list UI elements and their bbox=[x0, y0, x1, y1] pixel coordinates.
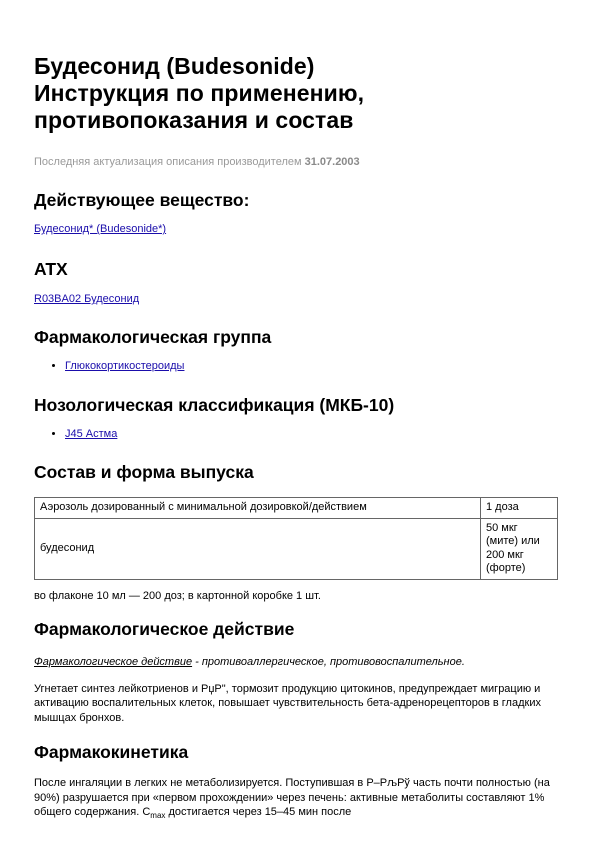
table-cell: Аэрозоль дозированный с минимальной дозировкой/действием bbox=[35, 498, 481, 519]
active-substance-section bbox=[34, 190, 558, 235]
pharm-action-heading: Фармакологическое действие bbox=[34, 618, 295, 639]
packaging-text: во флаконе 10 мл — 200 доз; в картонной коробке 1 шт. bbox=[34, 589, 321, 602]
last-updated-date: 31.07.2003 bbox=[304, 156, 360, 168]
table-row bbox=[35, 518, 558, 579]
last-updated-label: Последняя актуализация описания производителем bbox=[34, 156, 302, 168]
kinetics-section bbox=[34, 742, 558, 824]
pharm-group-section bbox=[34, 327, 558, 372]
pharm-group-list bbox=[34, 360, 558, 372]
kinetics-paragraph: После ингаляции в легких не метаболизируется. Поступившая в Р–РљРў часть почти полностью (на 90%) разрушается при «первом прохождении» через печень: активные метаболиты составляют 1% общего содержания. $C_{max}$ достигается через 15–45 мин после bbox=[34, 777, 550, 821]
nosology-link[interactable]: J45 Астма bbox=[65, 428, 118, 440]
kinetics-heading: Фармакокинетика bbox=[34, 742, 189, 762]
pharm-action-text: - противоаллергическое, противовоспалительное. bbox=[192, 655, 465, 668]
pharm-action-link[interactable]: Фармакологическое действие bbox=[34, 655, 193, 668]
table-cell: будесонид bbox=[35, 518, 481, 579]
pharm-action-section bbox=[34, 619, 558, 726]
atx-heading: ATX bbox=[34, 259, 68, 279]
table-cell: 50 мкг (мите) или 200 мкг (форте) bbox=[481, 518, 558, 579]
atx-section bbox=[34, 259, 558, 305]
list-item bbox=[65, 428, 558, 440]
list-item bbox=[65, 360, 558, 372]
nosology-section bbox=[34, 395, 558, 440]
pharm-action-paragraph: Угнетает синтез лейкотриенов и PџP", тормозит продукцию цитокинов, предупреждает миграцию и активацию воспалительных клеток, повышает чувствительность бета-адренорецепторов в гладких мышцах бронхов. bbox=[34, 682, 541, 724]
table-cell: 1 доза bbox=[481, 498, 558, 519]
active-substance-heading: Действующее вещество: bbox=[34, 190, 250, 210]
pharm-action-summary bbox=[34, 656, 558, 668]
atx-link[interactable]: R03BA02 Будесонид bbox=[34, 293, 140, 305]
last-updated bbox=[34, 156, 558, 168]
composition-table bbox=[34, 497, 558, 580]
cmax-subscript: max bbox=[150, 811, 166, 821]
pharm-group-heading: Фармакологическая группа bbox=[34, 327, 272, 347]
table-row bbox=[35, 498, 558, 519]
nosology-heading: Нозологическая классификация (МКБ-10) bbox=[34, 395, 395, 415]
page-title: Будесонид (Budesonide) Инструкция по применению, противопоказания и состав bbox=[34, 53, 365, 133]
active-substance-link[interactable]: Будесонид* (Budesonide*) bbox=[34, 223, 167, 235]
composition-section bbox=[34, 462, 558, 602]
composition-heading: Состав и форма выпуска bbox=[34, 462, 254, 482]
nosology-list bbox=[34, 428, 558, 440]
pharm-group-link[interactable]: Глюкокортикостероиды bbox=[65, 360, 185, 372]
